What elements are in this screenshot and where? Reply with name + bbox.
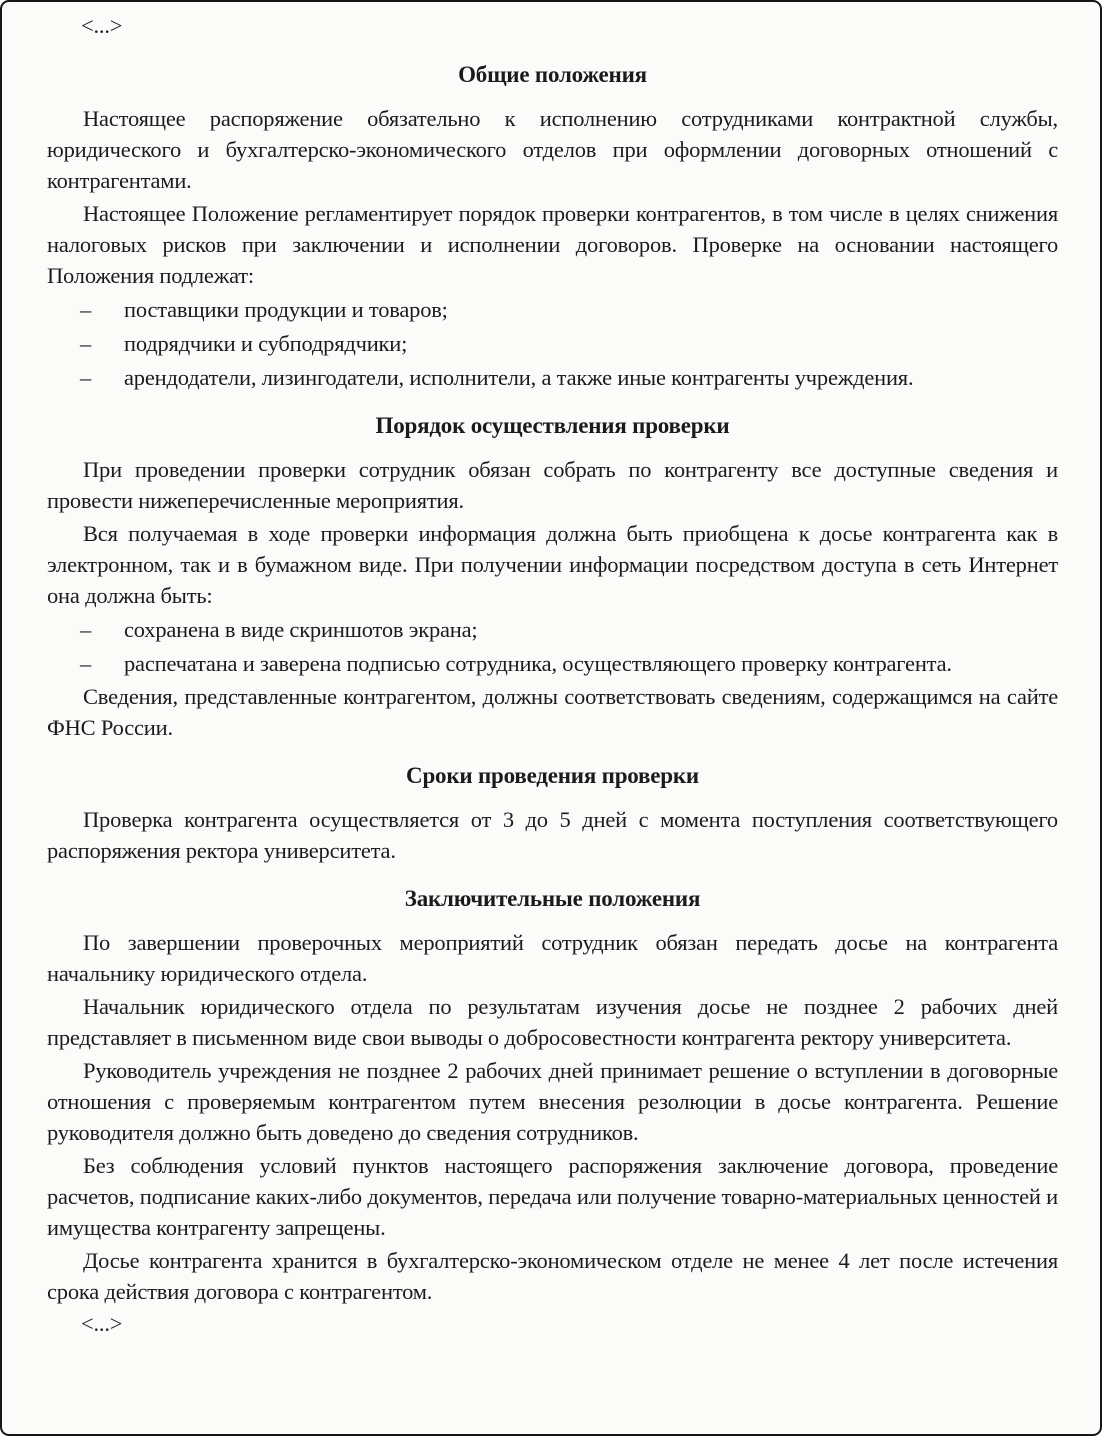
omission-marker-bottom: <...>: [81, 1311, 123, 1336]
list-item: [47, 614, 1058, 645]
omission-marker-top: <...>: [81, 13, 123, 38]
section-heading-general: Общие положения: [458, 62, 647, 87]
list-dash: –: [80, 617, 92, 642]
paragraph: При проведении проверки сотрудник обязан собрать по контрагенту все доступные сведения и провести нижеперечисленные мероприятия.: [47, 457, 1058, 513]
paragraph: Досье контрагента хранится в бухгалтерско-экономическом отделе не менее 4 лет после истечения срока действия договора с контрагентом.: [47, 1248, 1058, 1304]
list-dash: –: [80, 297, 92, 322]
paragraph: Проверка контрагента осуществляется от 3 до 5 дней с момента поступления соответствующего распоряжения ректора университета.: [47, 807, 1058, 863]
list-item-text: распечатана и заверена подписью сотрудника, осуществляющего проверку контрагента.: [124, 651, 952, 676]
paragraph: Без соблюдения условий пунктов настоящего распоряжения заключение договора, проведение расчетов, подписание каких-либо документов, передача или получение товарно-материальных ценностей и имущества контрагенту запрещены.: [47, 1153, 1058, 1240]
paragraph: Сведения, представленные контрагентом, должны соответствовать сведениям, содержащимся на сайте ФНС России.: [47, 684, 1058, 740]
list-item: [47, 294, 1058, 325]
list-item: [47, 362, 1058, 393]
paragraph: Настоящее распоряжение обязательно к исполнению сотрудниками контрактной службы, юридического и бухгалтерско-экономического отделов при оформлении договорных отношений с контрагентами.: [47, 106, 1058, 193]
section-heading-terms: Сроки проведения проверки: [406, 763, 699, 788]
list-item-text: сохранена в виде скриншотов экрана;: [124, 617, 478, 642]
list-item-text: арендодатели, лизингодатели, исполнители, а также иные контрагенты учреждения.: [124, 365, 914, 390]
list-item-text: подрядчики и субподрядчики;: [124, 331, 408, 356]
list-dash: –: [80, 331, 92, 356]
list-item: [47, 328, 1058, 359]
paragraph: Руководитель учреждения не позднее 2 рабочих дней принимает решение о вступлении в договорные отношения с проверяемым контрагентом путем внесения резолюции в досье контрагента. Решение руководителя должно быть доведено до сведения сотрудников.: [47, 1058, 1058, 1145]
section-heading-procedure: Порядок осуществления проверки: [375, 413, 730, 438]
section-heading-final: Заключительные положения: [404, 886, 701, 911]
list-item-text: поставщики продукции и товаров;: [124, 297, 448, 322]
list-item: [47, 648, 1058, 679]
list-dash: –: [80, 651, 92, 676]
paragraph: Начальник юридического отдела по результатам изучения досье не позднее 2 рабочих дней представляет в письменном виде свои выводы о добросовестности контрагента ректору университета.: [47, 994, 1058, 1050]
paragraph: По завершении проверочных мероприятий сотрудник обязан передать досье на контрагента начальнику юридического отдела.: [47, 930, 1058, 986]
list-dash: –: [80, 365, 92, 390]
paragraph: Вся получаемая в ходе проверки информация должна быть приобщена к досье контрагента как в электронном, так и в бумажном виде. При получении информации посредством доступа в сеть Интернет она должна быть:: [47, 521, 1058, 608]
paragraph: Настоящее Положение регламентирует порядок проверки контрагентов, в том числе в целях снижения налоговых рисков при заключении и исполнении договоров. Проверке на основании настоящего Положения подлежат:: [47, 201, 1058, 288]
